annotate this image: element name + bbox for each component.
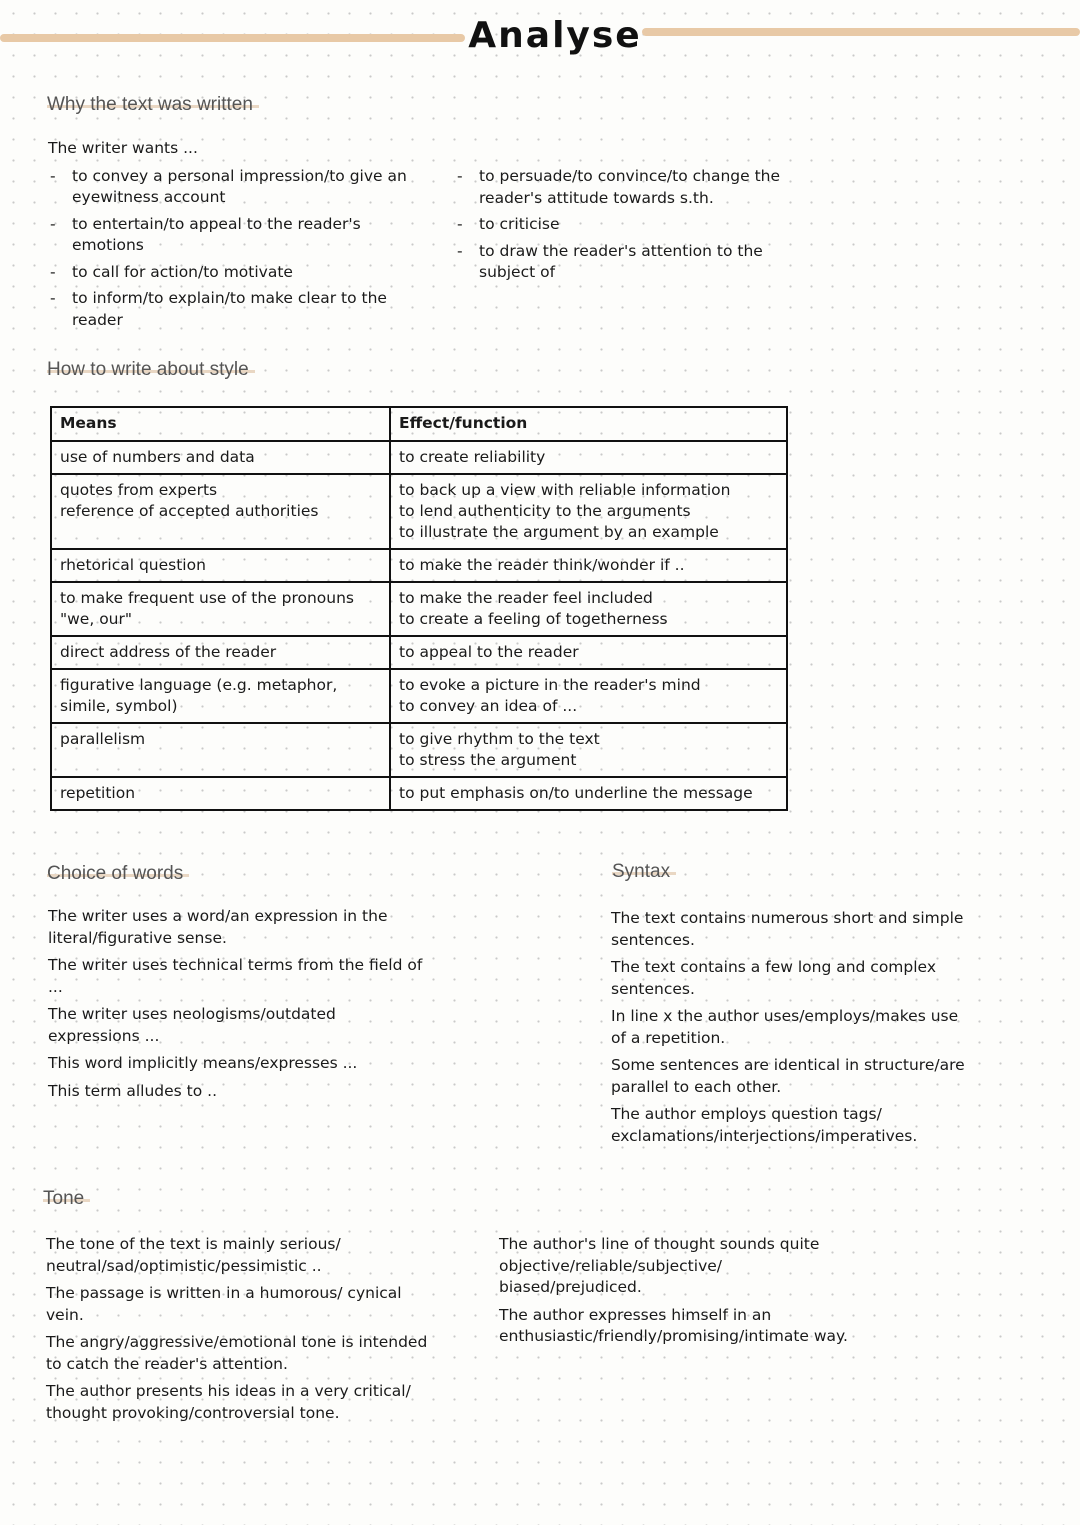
why-right-item: - to persuade/to convince/to change the reader's attitude towards s.th. <box>455 166 805 209</box>
tone-left-item: The tone of the text is mainly serious/ neutral/sad/optimistic/pessimistic .. <box>46 1235 341 1275</box>
table-row <box>51 636 787 669</box>
why-intro: The writer wants ... <box>48 139 198 157</box>
tone-right-column <box>499 1234 864 1354</box>
table-cell-means: quotes from experts reference of accepted authorities <box>51 474 390 549</box>
heading-tone: Tone <box>43 1186 90 1212</box>
tone-left-column <box>46 1234 431 1430</box>
table-cell-effect: to make the reader think/wonder if .. <box>390 549 787 582</box>
table-header-effect: Effect/function <box>390 407 787 441</box>
words-item: This term alludes to .. <box>48 1081 217 1100</box>
page-title: Analyse <box>468 15 642 56</box>
table-row <box>51 582 787 636</box>
tone-left-item: The passage is written in a humorous/ cynical vein. <box>46 1284 402 1324</box>
syntax-item: The text contains a few long and complex sentences. <box>611 958 936 998</box>
why-left-item: - to inform/to explain/to make clear to the reader <box>48 288 428 331</box>
table-cell-means: parallelism <box>51 723 390 777</box>
table-header-row <box>51 407 787 441</box>
table-cell-effect: to give rhythm to the text to stress the argument <box>390 723 787 777</box>
table-row <box>51 549 787 582</box>
table-cell-means: repetition <box>51 777 390 810</box>
heading-choice-of-words: Choice of words <box>47 861 189 887</box>
heading-why-text-written: Why the text was written <box>47 92 259 118</box>
why-left-column <box>48 138 428 336</box>
table-cell-effect: to make the reader feel included to create a feeling of togetherness <box>390 582 787 636</box>
table-row <box>51 723 787 777</box>
table-cell-effect: to back up a view with reliable information to lend authenticity to the arguments to illustrate the argument by an example <box>390 474 787 549</box>
style-table <box>50 406 788 811</box>
header-band-left <box>0 34 465 42</box>
syntax-item: In line x the author uses/employs/makes use of a repetition. <box>611 1007 959 1047</box>
tone-right-item: The author's line of thought sounds quite objective/reliable/subjective/ biased/prejudiced. <box>499 1235 820 1296</box>
why-right-item: - to draw the reader's attention to the subject of <box>455 241 805 284</box>
table-cell-means: direct address of the reader <box>51 636 390 669</box>
words-column <box>48 906 428 1108</box>
table-header-means: Means <box>51 407 390 441</box>
why-right-column <box>455 166 805 289</box>
tone-left-item: The author presents his ideas in a very critical/ thought provoking/controversial tone. <box>46 1382 411 1422</box>
words-item: This word implicitly means/expresses ... <box>48 1054 358 1072</box>
table-cell-means: use of numbers and data <box>51 441 390 474</box>
why-left-item: - to convey a personal impression/to give an eyewitness account <box>48 166 428 209</box>
table-cell-effect: to create reliability <box>390 441 787 474</box>
why-left-item: - to entertain/to appeal to the reader's emotions <box>48 214 428 257</box>
syntax-item: The text contains numerous short and simple sentences. <box>611 909 964 949</box>
syntax-column <box>611 908 976 1153</box>
table-cell-means: to make frequent use of the pronouns "we, our" <box>51 582 390 636</box>
tone-left-item: The angry/aggressive/emotional tone is intended to catch the reader's attention. <box>46 1333 428 1373</box>
why-left-item: - to call for action/to motivate <box>48 262 428 284</box>
table-cell-means: figurative language (e.g. metaphor, simile, symbol) <box>51 669 390 723</box>
tone-right-item: The author expresses himself in an enthusiastic/friendly/promising/intimate way. <box>499 1305 848 1345</box>
words-item: The writer uses a word/an expression in the literal/figurative sense. <box>48 907 388 947</box>
table-row <box>51 669 787 723</box>
table-cell-effect: to appeal to the reader <box>390 636 787 669</box>
heading-write-about-style: How to write about style <box>47 357 255 383</box>
table-row <box>51 777 787 810</box>
table-cell-effect: to put emphasis on/to underline the message <box>390 777 787 810</box>
table-cell-effect: to evoke a picture in the reader's mind to convey an idea of ... <box>390 669 787 723</box>
syntax-item: The author employs question tags/ exclamations/interjections/imperatives. <box>611 1105 918 1145</box>
table-cell-means: rhetorical question <box>51 549 390 582</box>
table-body <box>51 441 787 810</box>
table-row <box>51 474 787 549</box>
syntax-item: Some sentences are identical in structure/are parallel to each other. <box>611 1056 965 1096</box>
why-right-item: - to criticise <box>455 214 805 236</box>
heading-syntax: Syntax <box>612 859 676 885</box>
words-item: The writer uses technical terms from the field of ... <box>48 956 423 996</box>
table-row <box>51 441 787 474</box>
words-item: The writer uses neologisms/outdated expressions ... <box>48 1005 336 1045</box>
header-band-right <box>642 28 1080 36</box>
